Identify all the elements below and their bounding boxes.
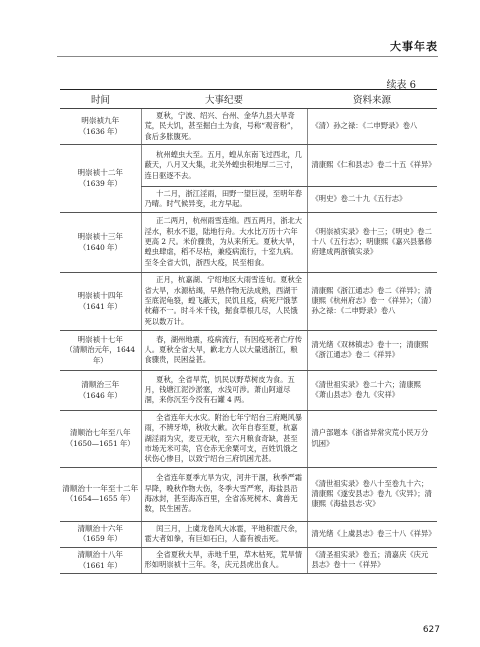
era-label: 清顺治三年 <box>81 379 120 389</box>
year-label: （1650—1651 年） <box>65 438 135 448</box>
table-row <box>60 272 437 330</box>
time-cell <box>60 467 141 521</box>
year-label: （1636 年） <box>78 126 122 136</box>
era-label: 明崇祯十七年 <box>77 334 124 344</box>
source-cell: 清光绪《双林镇志》卷十一；清康熙《浙江通志》卷二《祥异》 <box>307 330 437 370</box>
page-number: 627 <box>422 625 440 635</box>
era-label: 明崇祯十四年 <box>77 290 124 300</box>
era-label: 明崇祯九年 <box>81 115 120 125</box>
source-cell: 《清圣祖实录》卷五；清嘉庆《庆元县志》卷十一《祥异》 <box>307 547 437 573</box>
table-row <box>60 547 437 573</box>
era-label: 清顺治十六年 <box>77 523 124 533</box>
table-row <box>60 370 437 410</box>
event-cell: 全省连年夏季亢旱为灾，河井干涸，秋季严霜早降，晚秋作物大伤，冬季大雪严寒，海盐县沿海冰封，甚至海冻百里，全省冻死树木、禽兽无数，民生困苦。 <box>141 467 307 521</box>
event-cell: 十二月，浙江淫雨，田野一望巨浸，至明年春乃晴。时气候异变，北方早起。 <box>141 187 307 213</box>
event-cell: 春，湖州地震，疫病流行，有因疫死者亡疗传人。夏秋全省大旱，歉北方人以大量逃浙江，粮食骤贵，民困益甚。 <box>141 330 307 370</box>
year-label: （1659 年） <box>78 534 122 544</box>
source-cell: 《清世祖实录》卷八十至卷九十六；清康熙《遂安县志》卷九《灾异》；清康熙《海盐县志·灾》 <box>307 467 437 521</box>
era-label: 清顺治十八年 <box>77 549 124 559</box>
event-cell: 正月，杭嘉湖、宁绍地区大雨雪连旬。夏秋全省大旱，水源枯竭，早熟作物无法成熟，西湖干至底泥龟裂，蝗飞蔽天，民饥且疫，病死尸饿莩枕藉不一。时斗米千钱，掘食草根几尽，人民饿死以数万计。 <box>141 272 307 330</box>
table-row <box>60 410 437 467</box>
era-label: 明崇祯十二年 <box>77 167 124 177</box>
source-cell: 清光绪《上虞县志》卷三十八《祥异》 <box>307 521 437 547</box>
era-label: 清顺治七年至八年 <box>69 428 131 438</box>
table-row <box>60 467 437 521</box>
event-cell: 杭州蝗虫大至。五月，蝗从东南飞过西北，几蔽天，八月又大集，北关外蝗虫积地厚二三寸，连日驱逐不去。 <box>141 145 307 187</box>
time-cell <box>60 145 141 213</box>
source-cell: 《清世祖实录》卷二十六；清康熙《萧山县志》卷九《灾祥》 <box>307 370 437 410</box>
year-label: （1646 年） <box>78 390 122 400</box>
chronology-table <box>60 89 437 574</box>
time-cell <box>60 410 141 467</box>
column-header-sources: 资料来源 <box>307 90 437 109</box>
event-cell: 闰三月，上虞龙卷风大冰雹，平地积雹尺余，雹大者如拳，有巨如石臼，人畜有被击死。 <box>141 521 307 547</box>
table-row <box>60 330 437 370</box>
source-cell: 清户部题本《浙省异常灾荒小民万分饥困》 <box>307 410 437 467</box>
source-cell: 《明史》卷二十九《五行志》 <box>307 187 437 213</box>
era-label: 明崇祯十三年 <box>77 231 124 241</box>
column-header-time: 时间 <box>60 90 141 109</box>
table-row <box>60 212 437 272</box>
event-cell: 全省夏秋大旱，赤地千里，草木枯死，荒旱情形如明崇祯十三年。冬，庆元县虎出食人。 <box>141 547 307 573</box>
year-label: （清顺治元年，1644 年） <box>65 345 136 365</box>
time-cell <box>60 547 141 573</box>
event-cell: 夏秋，宁波、绍兴、台州、金华九县大旱奇荒，民大饥，甚至掘白土为食，号称“观音粉”，食后多胀腹死。 <box>141 109 307 145</box>
source-cell: 《明崇祯实录》卷十三；《明史》卷二十八《五行志》；明康熙《嘉兴县慕修府建成两浙镇实录》 <box>307 212 437 272</box>
header-divider <box>57 56 438 57</box>
continued-table-label: 续表 6 <box>386 80 416 91</box>
table-row <box>60 521 437 547</box>
year-label: （1654—1655 年） <box>65 494 135 504</box>
event-cell: 夏秋，全省旱荒，饥民以野草树皮为食。五月，钱塘江泥沙淤塞，水浅可涉。萧山阿道尽涸，来你沉至今没有石罐 4 两。 <box>141 370 307 410</box>
time-cell <box>60 521 141 547</box>
time-cell <box>60 272 141 330</box>
year-label: （1641 年） <box>78 301 122 311</box>
source-cell: 清康熙《浙江通志》卷二《祥异》；清康熙《杭州府志》卷一《祥异》；（清）孙之禄：《二申野录》卷八 <box>307 272 437 330</box>
time-cell <box>60 212 141 272</box>
table-row <box>60 145 437 187</box>
year-label: （1640 年） <box>78 242 122 252</box>
era-label: 清顺治十一年至十二年 <box>62 483 139 493</box>
time-cell <box>60 109 141 145</box>
column-header-events: 大事纪要 <box>141 90 307 109</box>
table-header-row <box>60 90 437 109</box>
source-cell: 《清）孙之禄：《二申野录》卷八 <box>307 109 437 145</box>
year-label: （1661 年） <box>78 560 122 570</box>
year-label: （1639 年） <box>78 178 122 188</box>
event-cell: 正二两月，杭州雨雪连绵。西五两月，浙北大淫水，积水不退，陆地行舟。大水比万历十六年更高 2 尺。米价骤贵，为从来所无。夏秋大旱，蝗虫肆虐，稻不尽枯，兼疫病流行，十室九病。至冬全省大饥，浙西大疫，民至相食。 <box>141 212 307 272</box>
source-cell: 清康熙《仁和县志》卷二十五《祥异》 <box>307 145 437 187</box>
table-row <box>60 109 437 145</box>
time-cell <box>60 370 141 410</box>
time-cell <box>60 330 141 370</box>
running-header-title: 大事年表 <box>390 40 438 53</box>
event-cell: 全省连年大水灾。附治七年宁绍台三府飓风暴雨，不辨牙埠，秋收大歉。次年自春至夏，杭嘉湖淫雨为灾，麦豆无收，至六月粮食奇缺，甚至市场无米可卖，官仓赤无余粟可支，百姓饥饿之状伤心惨目，以致宁绍台三府饥困尤甚。 <box>141 410 307 467</box>
